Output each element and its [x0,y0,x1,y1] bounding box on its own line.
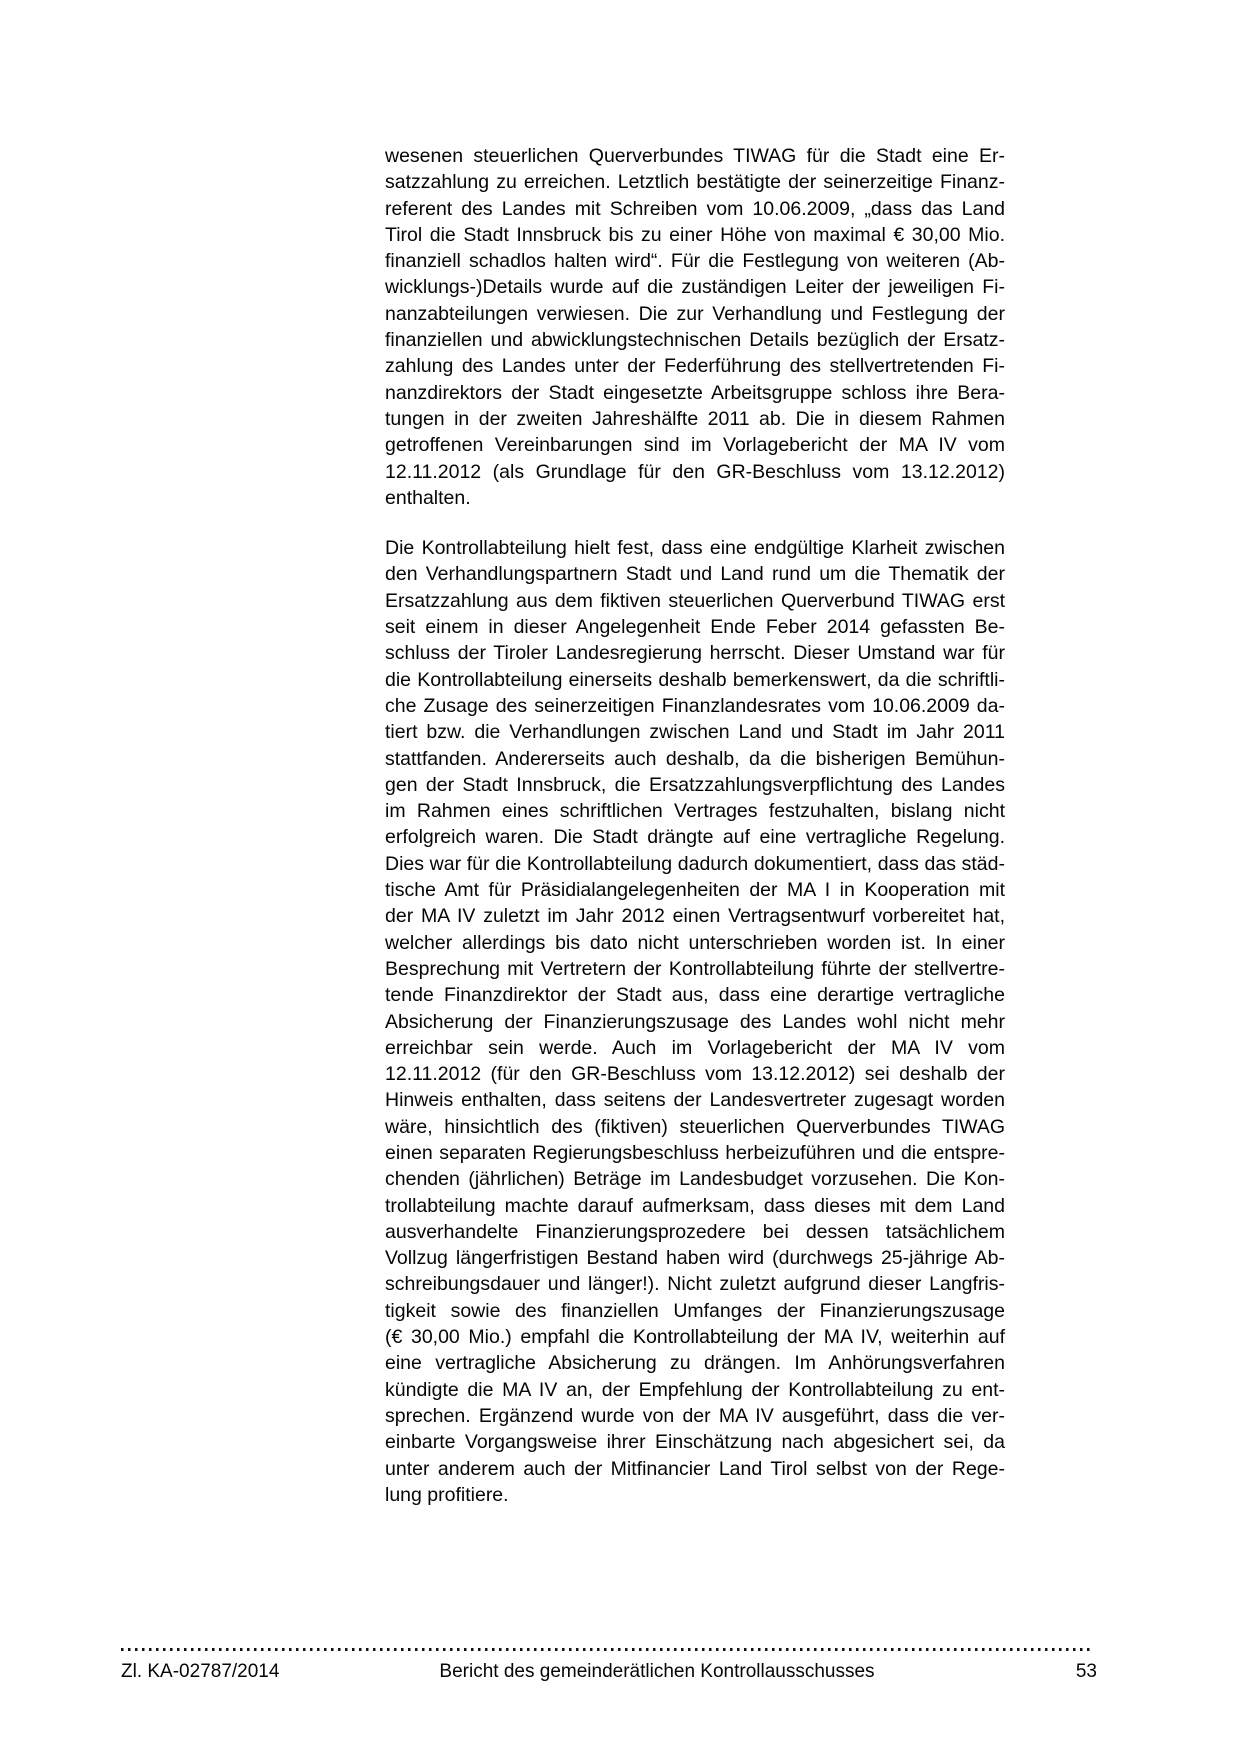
text-line: tende Finanzdirektor der Stadt aus, dass eine derartige vertragliche [385,984,1005,1007]
text-line: (€ 30,00 Mio.) empfahl die Kontrollabteilung der MA IV, weiterhin auf [385,1326,1005,1349]
text-line: tiert bzw. die Verhandlungen zwischen Land und Stadt im Jahr 2011 [385,721,1005,744]
text-line: che Zusage des seinerzeitigen Finanzlandesrates vom 10.06.2009 da- [385,694,1005,717]
text-line: 12.11.2012 (als Grundlage für den GR-Beschluss vom 13.12.2012) [385,460,1005,483]
text-line: tungen in der zweiten Jahreshälfte 2011 ab. Die in diesem Rahmen [385,407,1005,430]
text-line: schreibungsdauer und länger!). Nicht zuletzt aufgrund dieser Langfris- [385,1273,1005,1296]
text-line: seit einem in dieser Angelegenheit Ende Feber 2014 gefassten Be- [385,616,1005,639]
text-line: erfolgreich waren. Die Stadt drängte auf eine vertragliche Regelung. [385,826,1005,849]
text-line: lung profitiere. [385,1483,509,1506]
text-line: gen der Stadt Innsbruck, die Ersatzzahlungsverpflichtung des Landes [385,773,1005,796]
text-line: Absicherung der Finanzierungszusage des Landes wohl nicht mehr [385,1010,1005,1033]
footer-row [121,1660,1097,1684]
text-line: kündigte die MA IV an, der Empfehlung der Kontrollabteilung zu ent- [385,1378,1005,1401]
footer-reference-number: Zl. KA-02787/2014 [121,1661,280,1682]
text-line: nanzdirektors der Stadt eingesetzte Arbeitsgruppe schloss ihre Bera- [385,381,1005,404]
text-line: welcher allerdings bis dato nicht unterschrieben worden ist. In einer [385,931,1005,954]
text-line: erreichbar sein werde. Auch im Vorlagebericht der MA IV vom [385,1036,1005,1059]
text-line: Ersatzzahlung aus dem fiktiven steuerlichen Querverbund TIWAG erst [385,589,1005,612]
text-line: sprechen. Ergänzend wurde von der MA IV ausgeführt, dass die ver- [385,1404,1005,1427]
body-paragraph-1 [385,143,1005,511]
footer-report-title: Bericht des gemeinderätlichen Kontrollausschusses [439,1661,875,1682]
text-line: Besprechung mit Vertretern der Kontrollabteilung führte der stellvertre- [385,957,1005,980]
text-line: Tirol die Stadt Innsbruck bis zu einer Höhe von maximal € 30,00 Mio. [385,223,1005,246]
text-line: chenden (jährlichen) Beträge im Landesbudget vorzusehen. Die Kon- [385,1168,1005,1191]
footer-page-number: 53 [1075,1661,1097,1682]
text-line: wesenen steuerlichen Querverbundes TIWAG für die Stadt eine Er- [385,145,1005,167]
text-line: Die Kontrollabteilung hielt fest, dass eine endgültige Klarheit zwischen [385,537,1005,560]
text-line: 12.11.2012 (für den GR-Beschluss vom 13.12.2012) sei deshalb der [385,1063,1005,1086]
text-line: tische Amt für Präsidialangelegenheiten der MA I in Kooperation mit [385,879,1005,902]
body-paragraph-2 [385,535,1005,1508]
text-line: unter anderem auch der Mitfinancier Land Tirol selbst von der Rege- [385,1457,1005,1480]
text-line: getroffenen Vereinbarungen sind im Vorlagebericht der MA IV vom [385,434,1005,457]
text-line: der MA IV zuletzt im Jahr 2012 einen Vertragsentwurf vorbereitet hat, [385,905,1005,928]
text-line: schluss der Tiroler Landesregierung herrscht. Dieser Umstand war für [385,642,1005,665]
text-line: referent des Landes mit Schreiben vom 10.06.2009, „dass das Land [385,197,1005,220]
text-line: den Verhandlungspartnern Stadt und Land rund um die Thematik der [385,563,1005,586]
text-line: wicklungs-)Details wurde auf die zuständigen Leiter der jeweiligen Fi- [385,276,1005,299]
text-line: im Rahmen eines schriftlichen Vertrages festzuhalten, bislang nicht [385,800,1005,823]
text-line: Vollzug längerfristigen Bestand haben wird (durchwegs 25-jährige Ab- [385,1247,1005,1270]
text-line: Dies war für die Kontrollabteilung dadurch dokumentiert, dass das städ- [385,852,1005,875]
text-line: zahlung des Landes unter der Federführung des stellvertretenden Fi- [385,355,1005,378]
text-line: tigkeit sowie des finanziellen Umfanges der Finanzierungszusage [385,1299,1005,1322]
text-line: finanziellen und abwicklungstechnischen Details bezüglich der Ersatz- [385,329,1005,352]
text-line: stattfanden. Andererseits auch deshalb, da die bisherigen Bemühun- [385,747,1005,770]
text-line: Hinweis enthalten, dass seitens der Landesvertreter zugesagt worden [385,1089,1005,1112]
body-text-block [385,143,1005,1508]
page-footer [121,1646,1097,1706]
text-line: nanzabteilungen verwiesen. Die zur Verhandlung und Festlegung der [385,302,1005,325]
text-line: einen separaten Regierungsbeschluss herbeizuführen und die entspre- [385,1141,1005,1164]
text-line: satzzahlung zu erreichen. Letztlich bestätigte der seinerzeitige Finanz- [385,171,1005,194]
text-line: eine vertragliche Absicherung zu drängen. Im Anhörungsverfahren [385,1352,1005,1375]
text-line: enthalten. [385,486,471,509]
text-line: einbarte Vorgangsweise ihrer Einschätzung nach abgesichert sei, da [385,1431,1005,1454]
text-line: trollabteilung machte darauf aufmerksam, dass dieses mit dem Land [385,1194,1005,1217]
text-line: ausverhandelte Finanzierungsprozedere bei dessen tatsächlichem [385,1220,1005,1243]
text-line: finanziell schadlos halten wird“. Für die Festlegung von weiteren (Ab- [385,250,1005,273]
footer-dotted-rule [121,1648,1090,1651]
text-line: wäre, hinsichtlich des (fiktiven) steuerlichen Querverbundes TIWAG [385,1115,1005,1138]
text-line: die Kontrollabteilung einerseits deshalb bemerkenswert, da die schriftli- [385,668,1005,691]
